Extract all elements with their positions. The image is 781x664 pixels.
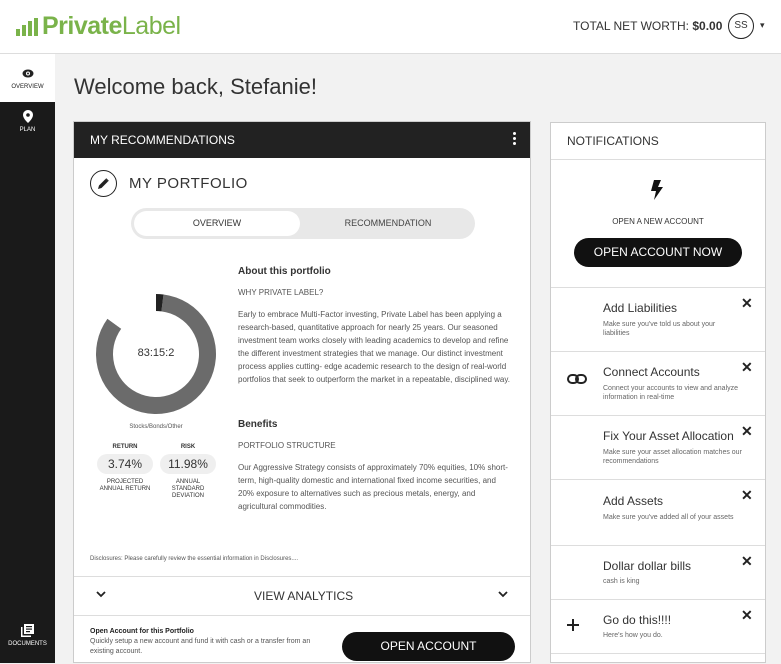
about-subtitle: WHY PRIVATE LABEL? (238, 288, 324, 297)
net-worth-value: $0.00 (692, 19, 723, 33)
notification-description: Make sure you've told us about your liabilities (603, 321, 716, 337)
recommendations-header (74, 122, 530, 158)
notification-title: Dollar dollar bills (603, 559, 692, 573)
chevron-down-icon (498, 589, 508, 599)
benefits-text: Our Aggressive Strategy consists of approximately 70% equities, 10% short-term, high-quality domestic and international fixed income securities, and 20% exposure to alternatives such as precious metals, energy, and agricultural commodities. (238, 463, 508, 511)
documents-icon (21, 624, 34, 637)
portfolio-title: MY PORTFOLIO (129, 175, 248, 192)
tab-recommendation[interactable]: RECOMMENDATION (344, 218, 432, 228)
risk-sub: ANNUAL STANDARD DEVIATION (171, 479, 205, 499)
view-analytics-label: VIEW ANALYTICS (254, 589, 354, 603)
return-sub: PROJECTED ANNUAL RETURN (99, 479, 151, 492)
chevron-down-icon (96, 589, 106, 599)
notifications-panel (550, 122, 766, 663)
benefits-title: Benefits (238, 419, 278, 430)
eye-icon (22, 69, 34, 78)
notification-title: Add Assets (603, 494, 664, 508)
avatar[interactable]: SS (728, 13, 754, 39)
lightning-bolt-icon (650, 180, 664, 200)
close-icon[interactable]: ✕ (741, 423, 753, 439)
notification-item[interactable] (551, 416, 765, 480)
net-worth (573, 19, 722, 33)
open-account-now-button[interactable]: OPEN ACCOUNT NOW (574, 238, 742, 267)
notification-description: Make sure your asset allocation matches our recommendations (603, 449, 742, 465)
notification-item[interactable] (551, 480, 765, 546)
portfolio-tabs (131, 208, 475, 239)
about-title: About this portfolio (238, 266, 331, 277)
notification-title: Connect Accounts (603, 365, 700, 379)
logo[interactable] (16, 12, 181, 41)
notification-description: Connect your accounts to view and analyze information in real-time (603, 385, 739, 401)
notification-description: Make sure you've added all of your assets (603, 514, 734, 521)
close-icon[interactable]: ✕ (741, 295, 753, 311)
recommendations-title: MY RECOMMENDATIONS (90, 133, 235, 147)
return-metric (96, 444, 154, 493)
close-icon[interactable]: ✕ (741, 487, 753, 503)
return-label: RETURN (112, 444, 138, 450)
sidebar (0, 54, 55, 663)
donut-segment-bonds (107, 294, 156, 329)
notification-title: Add Liabilities (603, 301, 678, 315)
portfolio-header (90, 170, 248, 197)
open-new-account-card (551, 160, 765, 288)
disclosure-link[interactable]: Disclosures: Please carefully review the essential information in Disclosures.... (90, 556, 299, 562)
logo-text-label: Label (121, 12, 181, 40)
top-bar (0, 0, 781, 54)
return-value: 3.74% (97, 454, 153, 474)
logo-text (42, 12, 181, 41)
open-account-description: Quickly setup a new account and fund it with cash or a transfer from an existing account. (90, 638, 311, 655)
notification-title: Fix Your Asset Allocation (603, 429, 734, 443)
tab-overview[interactable]: OVERVIEW (134, 211, 300, 236)
risk-label: RISK (180, 444, 196, 450)
risk-value: 11.98% (160, 454, 216, 474)
net-worth-label: TOTAL NET WORTH: (573, 19, 690, 33)
plus-icon (567, 619, 579, 631)
allocation-caption: Stocks/Bonds/Other (129, 424, 183, 430)
recommendations-panel (73, 121, 531, 663)
close-icon[interactable]: ✕ (741, 607, 753, 623)
chevron-down-icon[interactable]: ▾ (760, 20, 765, 30)
open-account-button[interactable]: OPEN ACCOUNT (342, 632, 515, 661)
notification-item[interactable] (551, 288, 765, 352)
notification-item[interactable] (551, 352, 765, 416)
logo-bars-icon (16, 18, 38, 36)
notification-title: Go do this!!!! (603, 613, 672, 627)
notification-item[interactable] (551, 600, 765, 654)
open-account-row (74, 616, 530, 664)
allocation-label: 83:15:2 (137, 347, 175, 359)
logo-text-private: Private (42, 12, 122, 40)
notification-item[interactable] (551, 546, 765, 600)
sidebar-item-label: OVERVIEW (11, 84, 44, 90)
map-pin-icon (23, 110, 33, 123)
open-account-title: Open Account for this Portfolio (90, 628, 194, 635)
about-text: Early to embrace Multi-Factor investing, Private Label has been applying a research-based, quantitative approach for nearly 25 years. Our seasoned investment team works closely with leading academics to develop and refine the different investment strategies that we manage. Our distinct investment process applies cutting- edge academic research to the design of real-world portfolios that seek to outperform the market in a repeatable, disciplined way. (238, 310, 510, 384)
link-icon (567, 374, 587, 384)
notification-description: Here's how you do. (603, 632, 663, 639)
close-icon[interactable]: ✕ (741, 553, 753, 569)
sidebar-item-overview[interactable] (0, 54, 55, 102)
risk-metric (159, 444, 217, 500)
page-title: Welcome back, Stefanie! (74, 74, 317, 99)
sidebar-item-label: PLAN (19, 127, 36, 133)
kebab-menu-icon[interactable] (513, 132, 516, 147)
open-new-account-label: OPEN A NEW ACCOUNT (612, 217, 704, 226)
notifications-title: NOTIFICATIONS (551, 123, 765, 160)
pencil-icon[interactable] (90, 170, 117, 197)
benefits-subtitle: PORTFOLIO STRUCTURE (238, 441, 336, 450)
close-icon[interactable]: ✕ (741, 359, 753, 375)
sidebar-item-documents[interactable] (0, 624, 55, 654)
sidebar-item-plan[interactable] (0, 110, 55, 150)
sidebar-item-label: DOCUMENTS (8, 641, 47, 647)
view-analytics-toggle[interactable] (74, 576, 530, 616)
notification-description: cash is king (603, 578, 640, 585)
